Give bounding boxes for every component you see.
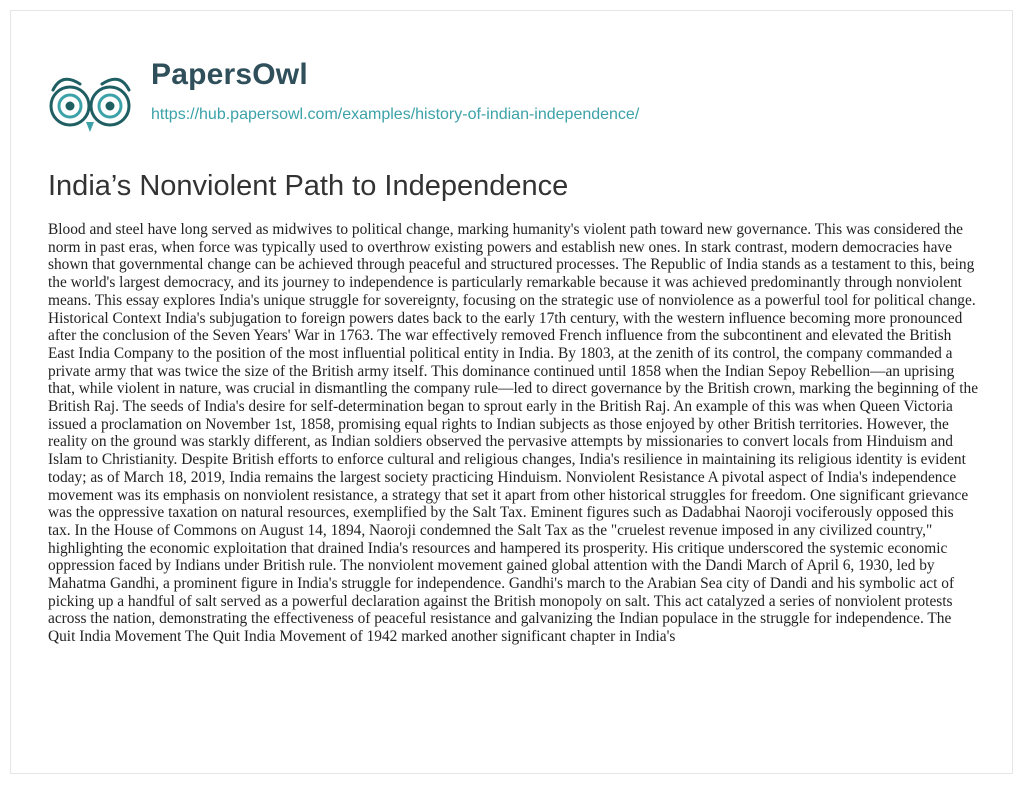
owl-eyes-logo-icon <box>48 66 134 154</box>
page-url-link[interactable]: https://hub.papersowl.com/examples/history-of-indian-independence/ <box>151 106 640 123</box>
site-header <box>48 48 988 138</box>
brand-name[interactable]: PapersOwl <box>151 58 308 91</box>
essay-body: Blood and steel have long served as midwives to political change, marking humanity's violent path toward new governance. This was considered the norm in past eras, when force was typically used to overthrow existing powers and establish new ones. In stark contrast, modern democracies have shown that governmental change can be achieved through peaceful and structured processes. The Republic of India stands as a testament to this, being the world's largest democracy, and its journey to independence is particularly remarkable because it was achieved predominantly through nonviolent means. This essay explores India's unique struggle for sovereignty, focusing on the strategic use of nonviolence as a powerful tool for political change. Historical Context India's subjugation to foreign powers dates back to the early 17th century, with the western influence becoming more pronounced after the conclusion of the Seven Years' War in 1763. The war effectively removed French influence from the subcontinent and elevated the British East India Company to the position of the most influential political entity in India. By 1803, at the zenith of its control, the company commanded a private army that was twice the size of the British army itself. This dominance continued until 1858 when the Indian Sepoy Rebellion—an uprising that, while violent in nature, was crucial in dismantling the company rule—led to direct governance by the British crown, marking the beginning of the British Raj. The seeds of India's desire for self-determination began to sprout early in the British Raj. An example of this was when Queen Victoria issued a proclamation on November 1st, 1858, promising equal rights to Indian subjects as those enjoyed by other British territories. However, the reality on the ground was starkly different, as Indian soldiers observed the pervasive attempts by missionaries to convert locals from Hinduism and Islam to Christianity. Despite British efforts to enforce cultural and religious changes, India's resilience in maintaining its religious identity is evident today; as of March 18, 2019, India remains the largest society practicing Hinduism. Nonviolent Resistance A pivotal aspect of India's independence movement was its emphasis on nonviolent resistance, a strategy that set it apart from other historical struggles for freedom. One significant grievance was the oppressive taxation on natural resources, exemplified by the Salt Tax. Eminent figures such as Dadabhai Naoroji vociferously opposed this tax. In the House of Commons on August 14, 1894, Naoroji condemned the Salt Tax as the "cruelest revenue imposed in any civilized country," highlighting the economic exploitation that drained India's resources and hampered its prosperity. His critique underscored the systemic economic oppression faced by Indians under British rule. The nonviolent movement gained global attention with the Dandi March of April 6, 1930, led by Mahatma Gandhi, a prominent figure in India's struggle for independence. Gandhi's march to the Arabian Sea city of Dandi and his symbolic act of picking up a handful of salt served as a powerful declaration against the British monopoly on salt. This act catalyzed a series of nonviolent protests across the nation, demonstrating the effectiveness of peaceful resistance and galvanizing the Indian populace in the struggle for independence. The Quit India Movement The Quit India Movement of 1942 marked another significant chapter in India's <box>48 221 979 646</box>
essay-title: India’s Nonviolent Path to Independence <box>48 170 569 202</box>
